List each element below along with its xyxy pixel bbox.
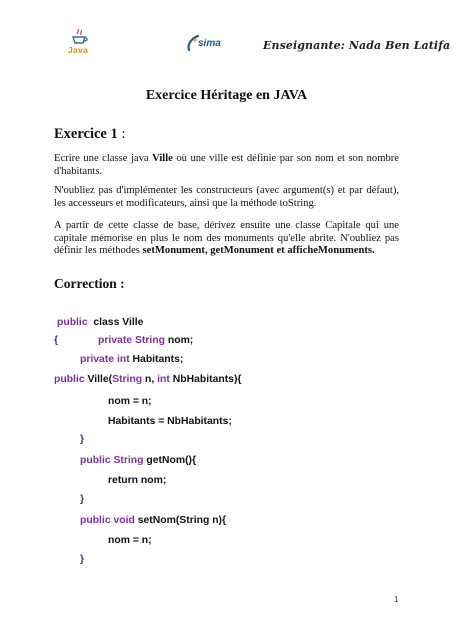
code-line-2: {: [54, 335, 59, 346]
document-title: Exercice Héritage en JAVA: [145, 88, 308, 103]
code-line-12: nom = n;: [108, 535, 152, 546]
code-line-4: public Ville(String n, int NbHabitants){: [54, 374, 242, 385]
teacher-name: Enseignante: Nada Ben Latifa: [263, 39, 451, 52]
isima-logo-text: sima: [198, 38, 221, 49]
code-line-8: public String getNom(){: [80, 455, 197, 466]
code-line-5: nom = n;: [108, 396, 152, 407]
code-line-7: }: [80, 434, 85, 445]
paragraph-1: Ecrire une classe java Ville où une ville est définie par son nom et son nombre d'habitants.: [54, 153, 399, 177]
page-number: 1: [394, 595, 399, 604]
code-line-6: Habitants = NbHabitants;: [108, 416, 232, 427]
java-logo-text: Java: [68, 45, 89, 55]
code-line-3: private int Habitants;: [80, 354, 184, 365]
code-line-13: }: [80, 554, 85, 565]
java-cup-icon: [70, 28, 88, 46]
java-logo: [62, 26, 98, 60]
paragraph-2: N'oubliez pas d'implémenter les constructeurs (avec argument(s) et par défaut), les accesseurs et modificateurs, ainsi que la méthode toString.: [54, 185, 399, 209]
paragraph-3: A partir de cette classe de base, dérivez ensuite une classe Capitale qui une capitale mémorise en plus le nom des monuments qu'elle abrite. N'oubliez pas définir les méthodes setMonument, getMonument et afficheMonuments.: [54, 220, 399, 257]
code-line-1: public class Ville: [57, 317, 144, 328]
code-line-9: return nom;: [108, 475, 167, 486]
exercise-heading: Exercice 1 :: [54, 126, 126, 142]
correction-heading: Correction :: [54, 276, 125, 291]
code-line-11: public void setNom(String n){: [80, 515, 227, 526]
code-line-10: }: [80, 494, 85, 505]
code-line-2-decl: private String nom;: [98, 335, 194, 346]
